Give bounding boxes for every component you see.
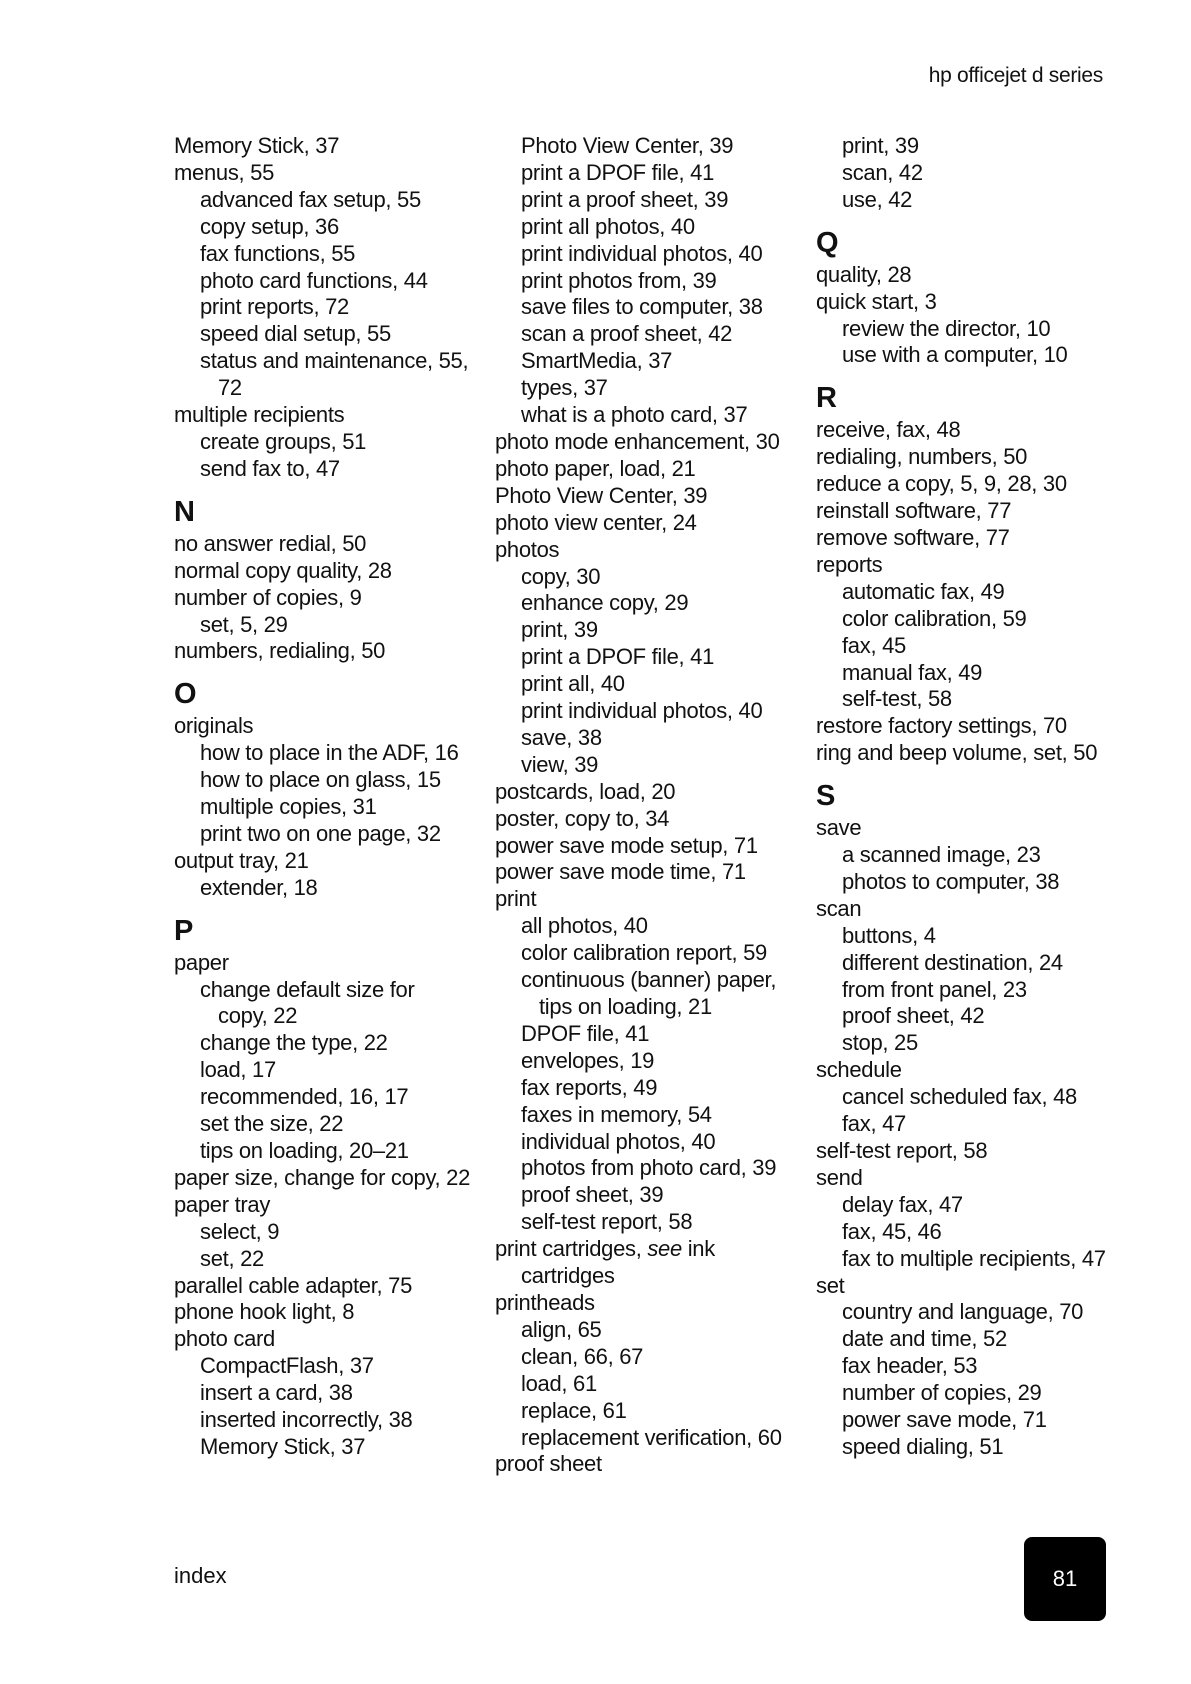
- index-subentry: change the type, 22: [200, 1030, 388, 1056]
- index-subentry: 72: [218, 375, 242, 401]
- index-entry: proof sheet: [495, 1451, 602, 1477]
- index-subentry: print a proof sheet, 39: [521, 186, 729, 212]
- index-entry: paper: [174, 949, 229, 975]
- index-subentry: view, 39: [521, 751, 599, 777]
- index-entry: Photo View Center, 39: [495, 482, 708, 508]
- index-subentry: print reports, 72: [200, 294, 349, 320]
- index-entry: reduce a copy, 5, 9, 28, 30: [816, 471, 1067, 497]
- section-letter: R: [816, 382, 837, 415]
- index-subentry: print a DPOF file, 41: [521, 644, 715, 670]
- index-entry: printheads: [495, 1289, 595, 1315]
- index-entry: photo paper, load, 21: [495, 455, 696, 481]
- index-entry: power save mode setup, 71: [495, 832, 758, 858]
- index-entry: photos: [495, 536, 560, 562]
- index-subentry: envelopes, 19: [521, 1047, 655, 1073]
- index-subentry: copy, 30: [521, 563, 601, 589]
- index-subentry: print individual photos, 40: [521, 698, 763, 724]
- section-letter: Q: [816, 226, 839, 259]
- index-subentry: power save mode, 71: [842, 1407, 1047, 1433]
- index-subentry: fax, 45: [842, 632, 906, 658]
- index-entry: number of copies, 9: [174, 584, 362, 610]
- index-entry: paper size, change for copy, 22: [174, 1164, 471, 1190]
- index-entry: output tray, 21: [174, 847, 309, 873]
- index-subentry: print photos from, 39: [521, 267, 717, 293]
- index-subentry: photos from photo card, 39: [521, 1155, 777, 1181]
- index-entry: power save mode time, 71: [495, 859, 746, 885]
- index-subentry: color calibration, 59: [842, 605, 1027, 631]
- index-entry: normal copy quality, 28: [174, 557, 392, 583]
- index-subentry: self-test, 58: [842, 686, 952, 712]
- index-subentry: what is a photo card, 37: [521, 402, 748, 428]
- section-letter: O: [174, 678, 197, 711]
- index-subentry: cancel scheduled fax, 48: [842, 1084, 1077, 1110]
- index-entry: schedule: [816, 1057, 902, 1083]
- index-subentry: use with a computer, 10: [842, 342, 1068, 368]
- index-entry: quick start, 3: [816, 288, 937, 314]
- see-reference: see: [647, 1236, 682, 1262]
- index-subentry: number of copies, 29: [842, 1380, 1042, 1406]
- index-entry: save: [816, 815, 862, 841]
- index-entry: no answer redial, 50: [174, 530, 367, 556]
- index-entry: photo mode enhancement, 30: [495, 428, 780, 454]
- index-entry: receive, fax, 48: [816, 417, 961, 443]
- index-entry: remove software, 77: [816, 524, 1010, 550]
- index-subentry: continuous (banner) paper,: [521, 967, 777, 993]
- index-subentry: color calibration report, 59: [521, 940, 767, 966]
- index-subentry: set, 5, 29: [200, 611, 288, 637]
- index-subentry: extender, 18: [200, 874, 318, 900]
- index-subentry: save files to computer, 38: [521, 294, 763, 320]
- index-entry: restore factory settings, 70: [816, 713, 1067, 739]
- index-subentry: delay fax, 47: [842, 1191, 963, 1217]
- index-subentry: set the size, 22: [200, 1111, 344, 1137]
- index-subentry: automatic fax, 49: [842, 578, 1005, 604]
- index-entry: photo card: [174, 1326, 275, 1352]
- index-subentry: clean, 66, 67: [521, 1343, 644, 1369]
- index-subentry: CompactFlash, 37: [200, 1353, 374, 1379]
- section-letter: N: [174, 495, 195, 528]
- index-entry: ring and beep volume, set, 50: [816, 740, 1098, 766]
- index-entry: photo view center, 24: [495, 509, 697, 535]
- footer-section-label: index: [174, 1563, 227, 1588]
- index-subentry: print all, 40: [521, 671, 625, 697]
- index-entry: multiple recipients: [174, 402, 345, 428]
- index-subentry: types, 37: [521, 375, 608, 401]
- index-entry: postcards, load, 20: [495, 778, 676, 804]
- index-subentry: Photo View Center, 39: [521, 133, 734, 158]
- index-subentry: photo card functions, 44: [200, 267, 428, 293]
- index-subentry: multiple copies, 31: [200, 794, 377, 820]
- index-subentry: date and time, 52: [842, 1326, 1007, 1352]
- index-subentry: stop, 25: [842, 1030, 918, 1056]
- page-number: 81: [1052, 1566, 1078, 1591]
- index-entry: paper tray: [174, 1191, 271, 1217]
- index-subentry: select, 9: [200, 1218, 280, 1244]
- index-subentry: print two on one page, 32: [200, 820, 441, 846]
- index-subentry: cartridges: [521, 1263, 615, 1289]
- index-subentry: from front panel, 23: [842, 976, 1027, 1002]
- index-subentry: recommended, 16, 17: [200, 1084, 409, 1110]
- index-entry: numbers, redialing, 50: [174, 638, 386, 664]
- index-subentry: enhance copy, 29: [521, 590, 689, 616]
- page-number-box: [1024, 1537, 1106, 1621]
- index-subentry: self-test report, 58: [521, 1209, 693, 1235]
- entry-text-after: ink: [681, 1236, 715, 1262]
- index-subentry: inserted incorrectly, 38: [200, 1407, 413, 1433]
- index-entry: quality, 28: [816, 261, 912, 287]
- index-column-2: [495, 133, 795, 1478]
- index-subentry: faxes in memory, 54: [521, 1101, 712, 1127]
- index-subentry: DPOF file, 41: [521, 1020, 650, 1046]
- index-subentry: how to place on glass, 15: [200, 767, 441, 793]
- index-subentry: status and maintenance, 55,: [200, 348, 469, 374]
- index-subentry: align, 65: [521, 1316, 602, 1342]
- index-subentry: Memory Stick, 37: [200, 1433, 366, 1459]
- index-entry: [495, 1236, 795, 1263]
- index-subentry: use, 42: [842, 186, 913, 212]
- index-subentry: review the director, 10: [842, 315, 1051, 341]
- index-entry: redialing, numbers, 50: [816, 444, 1028, 470]
- index-subentry: fax, 47: [842, 1111, 906, 1137]
- index-subentry: tips on loading, 20–21: [200, 1138, 409, 1163]
- index-subentry: fax functions, 55: [200, 240, 356, 266]
- index-subentry: change default size for: [200, 976, 415, 1002]
- index-subentry: SmartMedia, 37: [521, 348, 673, 374]
- entry-text: print cartridges,: [495, 1236, 648, 1262]
- index-entry: parallel cable adapter, 75: [174, 1272, 413, 1298]
- index-entry: set: [816, 1272, 845, 1298]
- index-subentry: set, 22: [200, 1245, 264, 1271]
- index-subentry: scan, 42: [842, 159, 923, 185]
- index-column-1: [174, 133, 474, 1461]
- index-subentry: fax reports, 49: [521, 1074, 658, 1100]
- index-subentry: speed dialing, 51: [842, 1433, 1004, 1459]
- index-subentry: replacement verification, 60: [521, 1424, 782, 1450]
- index-subentry: load, 61: [521, 1370, 597, 1396]
- index-subentry: proof sheet, 39: [521, 1182, 664, 1208]
- index-subentry: how to place in the ADF, 16: [200, 740, 459, 766]
- index-subentry: photos to computer, 38: [842, 868, 1060, 894]
- index-subentry: replace, 61: [521, 1397, 627, 1423]
- index-subentry: print a DPOF file, 41: [521, 159, 715, 185]
- index-subentry: print all photos, 40: [521, 213, 695, 239]
- index-subentry: save, 38: [521, 724, 602, 750]
- index-entry: reinstall software, 77: [816, 498, 1012, 524]
- index-entry: originals: [174, 713, 254, 739]
- index-subentry: speed dial setup, 55: [200, 321, 391, 347]
- index-subentry: different destination, 24: [842, 949, 1063, 975]
- index-subentry: proof sheet, 42: [842, 1003, 985, 1029]
- index-subentry: send fax to, 47: [200, 455, 340, 481]
- index-entry: scan: [816, 895, 862, 921]
- index-subentry: print, 39: [521, 617, 598, 643]
- index-subentry: print individual photos, 40: [521, 240, 763, 266]
- index-entry: send: [816, 1164, 863, 1190]
- index-entry: reports: [816, 551, 883, 577]
- index-subentry: fax, 45, 46: [842, 1218, 942, 1244]
- index-entry: Memory Stick, 37: [174, 133, 340, 158]
- index-subentry: a scanned image, 23: [842, 842, 1041, 868]
- index-entry: print: [495, 886, 537, 912]
- index-subentry: copy setup, 36: [200, 213, 339, 239]
- section-letter: P: [174, 914, 194, 947]
- index-subentry: fax header, 53: [842, 1353, 978, 1379]
- index-subentry: all photos, 40: [521, 913, 648, 939]
- index-subentry: advanced fax setup, 55: [200, 186, 421, 212]
- index-subentry: individual photos, 40: [521, 1128, 716, 1154]
- index-subentry: load, 17: [200, 1057, 276, 1083]
- index-subentry: print, 39: [842, 133, 919, 158]
- index-subentry: fax to multiple recipients, 47: [842, 1245, 1106, 1271]
- index-subentry: copy, 22: [218, 1003, 298, 1029]
- index-column-3: [816, 133, 1116, 1461]
- index-subentry: create groups, 51: [200, 428, 367, 454]
- index-entry: phone hook light, 8: [174, 1299, 355, 1325]
- index-entry: self-test report, 58: [816, 1138, 988, 1163]
- index-subentry: country and language, 70: [842, 1299, 1084, 1325]
- index-subentry: buttons, 4: [842, 922, 936, 948]
- index-subentry: insert a card, 38: [200, 1380, 353, 1406]
- section-letter: S: [816, 780, 836, 813]
- index-entry: menus, 55: [174, 159, 275, 185]
- index-subentry: tips on loading, 21: [539, 994, 712, 1019]
- running-header: hp officejet d series: [928, 64, 1103, 87]
- index-subentry: scan a proof sheet, 42: [521, 321, 733, 347]
- index-subentry: manual fax, 49: [842, 659, 983, 685]
- index-entry: poster, copy to, 34: [495, 805, 670, 831]
